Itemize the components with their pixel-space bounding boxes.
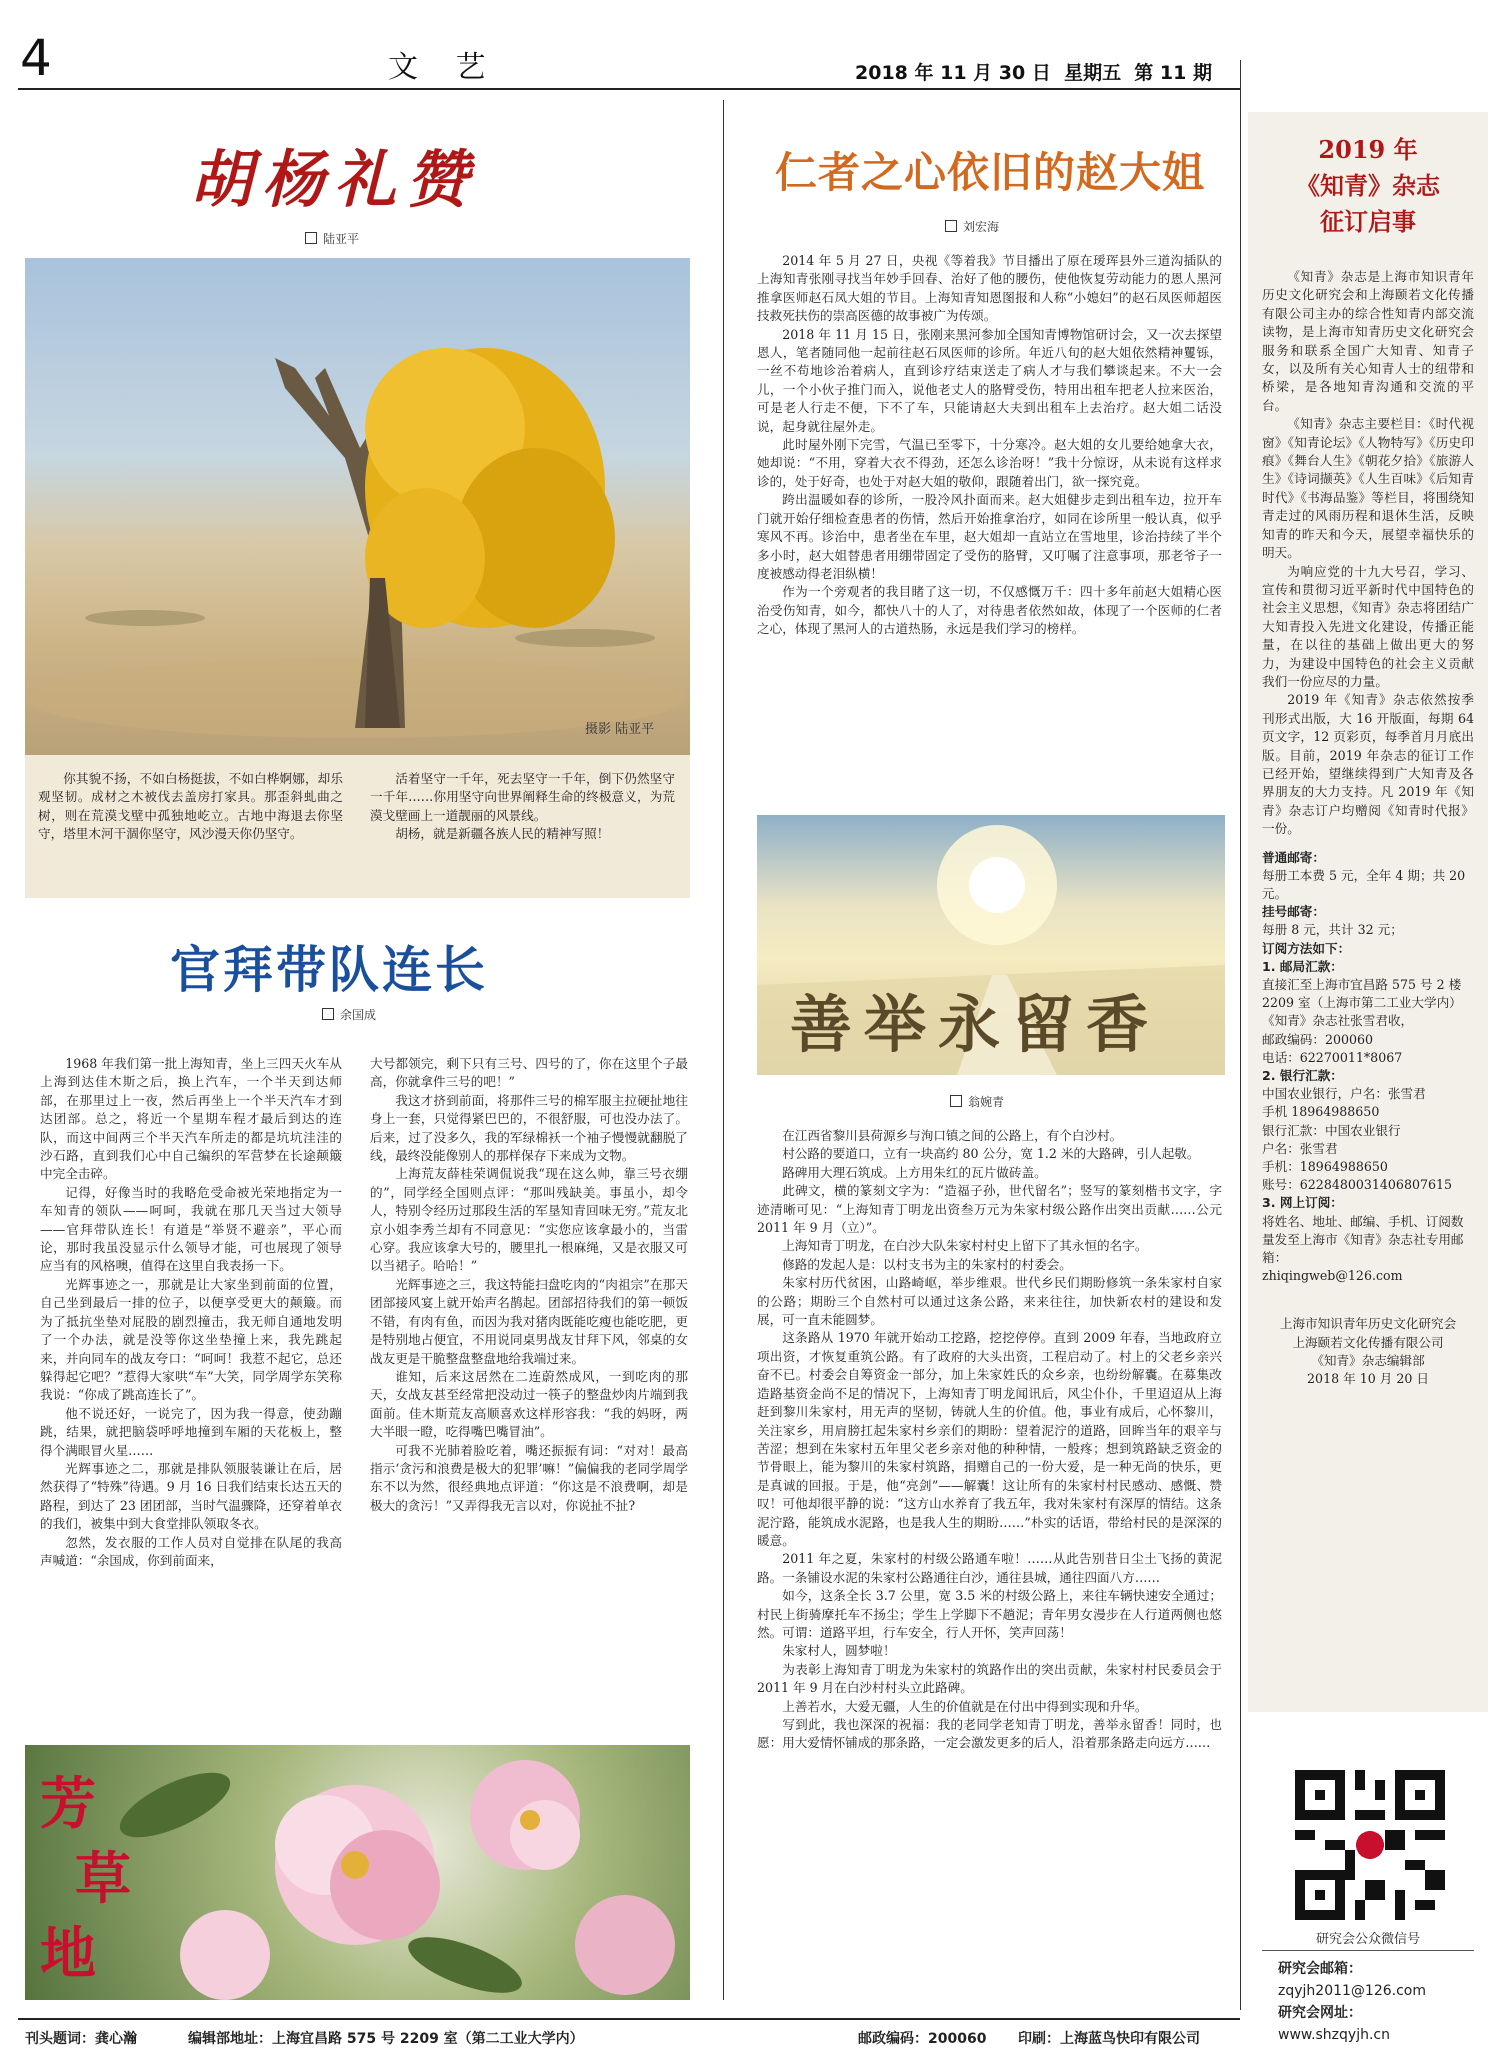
huyang-p1: 你其貌不扬，不如白杨挺拔，不如白桦婀娜，却乐观坚韧。成材之木被伐去盖房打家具。那歪斜虬曲之树，则在荒漠戈壁中孤独地屹立。古地中海退去你坚守，塔里木河干涸你坚守，风沙漫天你仍坚守。	[38, 771, 343, 842]
guanbai-p3: 光辉事迹之一，那就是让大家坐到前面的位置，自己坐到最后一排的位子，以便享受更大的颠簸。而为了抵抗坐垫对屁股的剧烈撞击，我无师自通地发明了一个办法，就是没等你这坐垫撞上来，我先跳起来，并向同车的战友夸口：“呵呵！我惹不起它，总还躲得起它吧？”惹得大家哄“车”大笑，同学周学东笑称我说：“你成了跳高连长了”。	[40, 1276, 342, 1403]
method-2-line5: 手机：18964988650	[1262, 1159, 1388, 1175]
zhao-p3: 此时屋外刚下完雪，气温已至零下，十分寒冷。赵大姐的女儿要给她拿大衣，她却说：“不用，穿着大衣不得劲，还怎么诊治呀！”我十分惊讶，从未说有这样求诊的，处于好奇，也处于对赵大姐的敬仰，跟随着出门，欲一探究竟。	[757, 437, 1222, 489]
method-label: 订阅方法如下：	[1262, 940, 1351, 956]
method-3-label: 3. 网上订阅：	[1262, 1195, 1343, 1211]
guanbai-p11: 谁知，后来这居然在二连蔚然成风，一到吃肉的那天，女战友甚至经常把没动过一筷子的整盘炒肉片端到我面前。佳木斯荒友高顺喜欢这样形容我：“我的妈呀，两大半眼一瞪，吃得嘴巴嘴冒油”。	[370, 1368, 688, 1440]
guanbai-p9: 上海荒友薛桂荣调侃说我“现在这么帅，靠三号衣绷的”，同学经全国则点评：“那叫残缺美。事虽小，却令人，特别令经历过那段生活的军垦知青回味无穷。”荒友北京小姐李秀兰却有不同意见：“实您应该拿最小的，当雷心穿。我应该拿大号的，腰里扎一根麻绳，又是衣服又可以当裙子。哈哈！”	[370, 1166, 688, 1274]
guanbai-p8: 我这才挤到前面，将那件三号的棉军服主拉硬扯地往身上一套，只觉得紧巴巴的，不很舒服，可也没办法了。后来，过了没多久，我的军绿棉袄一个袖子慢慢就翻脱了线，最终没能像别人的那样保存下来成为文物。	[370, 1092, 688, 1164]
guanbai-author: 余国成	[340, 1008, 377, 1022]
method-1-phone: 电话：62270011*8067	[1262, 1049, 1403, 1065]
method-2-label: 2. 银行汇款：	[1262, 1068, 1343, 1084]
sidebar-rule	[1262, 1950, 1474, 1951]
shanju-p4: 此碑文，横的篆刻文字为：“造福子孙，世代留名”；竖写的篆刻楷书文字，字迹清晰可见：“上海知青丁明龙出资叁万元为朱家村级公路作出突出贡献……公元 2011 年 9 月（立）”。	[757, 1183, 1222, 1236]
huyang-author: 陆亚平	[323, 232, 360, 246]
huyang-byline	[305, 230, 359, 247]
footer-rule	[18, 2018, 1240, 2020]
zhao-p2: 2018 年 11 月 15 日，张刚来黑河参加全国知青博物馆研讨会，又一次去探望恩人，笔者随同他一起前往赵石凤医师的诊所。年近八旬的赵大姐依然精神矍铄，一丝不苟地诊治着病人，直到诊疗结束送走了病人才与我们攀谈起来。不大一会儿，一个小伙子推门而入，说他老丈人的胳臂受伤，特用出租车把老人拉来医治，可是老人行走不便，下不了车，只能请赵大夫到出租车上去治疗。赵大姐二话没说，起身就往屋外走。	[757, 326, 1222, 434]
ordinary-mail-label: 普通邮寄：	[1262, 849, 1325, 865]
guanbai-p4: 他不说还好，一说完了，因为我一得意，使劲蹦跳，结果，就把脑袋呼呼地撞到车厢的天花板上，整得个满眼冒火星……	[40, 1405, 342, 1458]
registered-mail-label: 挂号邮寄：	[1262, 904, 1325, 920]
shanju-p11: 朱家村人，圆梦啦！	[782, 1643, 896, 1659]
header-rule	[18, 88, 1240, 90]
page-number: 4	[20, 29, 52, 87]
method-2-line3: 银行汇款：中国农业银行	[1262, 1122, 1401, 1138]
shanju-p13: 上善若水，大爱无疆，人生的价值就是在付出中得到实现和升华。	[782, 1698, 1148, 1714]
method-2-line1: 中国农业银行，户名：张雪君	[1262, 1086, 1426, 1102]
guanbai-title: 官拜带队连长	[170, 941, 488, 999]
fangcaodi-char-3: 地	[40, 1921, 96, 1987]
org-date: 2018 年 10 月 20 日	[1307, 1371, 1429, 1387]
sidebar-title-2: 《知青》杂志	[1296, 171, 1440, 200]
guanbai-p12: 可我不光肺着脸吃着，嘴还振振有词：“对对！最高指示‘贪污和浪费是极大的犯罪’嘛！”偏偏我的老同学周学东不以为然，很经典地点评道：“你这是不浪费啊，却是极大的贪污！”又弄得我无言以对，你说扯不扯?	[370, 1442, 688, 1513]
desert-tree-illustration	[25, 258, 690, 755]
date-issue: 2018 年 11 月 30 日 星期五 第 11 期	[855, 62, 1212, 84]
org-line-2: 上海颐若文化传播有限公司	[1292, 1334, 1444, 1350]
site-value[interactable]: www.shzqyjh.cn	[1278, 2027, 1390, 2043]
huyang-col2	[370, 770, 675, 844]
huyang-title: 胡杨礼赞	[190, 143, 479, 216]
sidebar-p1: 《知青》杂志是上海市知识青年历史文化研究会和上海颐若文化传播有限公司主办的综合性知青内部交流读物，是上海市知青历史文化研究会服务和联系全国广大知青、知青子女，以及所有关心知青人士的纽带和桥梁，是各地知青沟通和交流的平台。	[1262, 269, 1474, 413]
footer-calligraphy: 刊头题词：龚心瀚	[25, 2031, 137, 2047]
method-1-zip: 邮政编码：200060	[1262, 1031, 1374, 1047]
shanju-p12: 为表彰上海知青丁明龙为朱家村的筑路作出的突出贡献，朱家村村民委员会于 2011 年 9 月在白沙村村头立此路碑。	[757, 1661, 1222, 1696]
sidebar-p3: 为响应党的十九大号召，学习、宣传和贯彻习近平新时代中国特色的社会主义思想，《知青》杂志将团结广大知青投入先进文化建设，传播正能量，在以往的基础上做出更大的努力，为建设中国特色的社会主义贡献我们一份应尽的力量。	[1262, 563, 1474, 689]
guanbai-p10: 光辉事迹之三，我这特能扫盘吃肉的“肉祖宗”在那天团部接风宴上就开始声名鹊起。团部招待我们的第一顿饭不错，有肉有鱼，而因为我对猪肉既能吃瘦也能吃肥，更是特别地占便宜，不用说同桌男战友甘拜下风，邻桌的女战友更是干脆整盘整盘地给我端过来。	[370, 1276, 688, 1366]
shanju-p7: 朱家村历代贫困，山路崎岖，举步维艰。世代乡民们期盼修筑一条朱家村自家的公路；期盼三个自然村可以通过这条公路，来来往往，加快新农村的建设和发展，可一直未能圆梦。	[757, 1275, 1222, 1328]
guanbai-p1: 1968 年我们第一批上海知青，坐上三四天火车从上海到达佳木斯之后，换上汽车，一个半天到达师部，在那里过上一夜，然后再坐上一个半天汽车才到达团部。总之，将近一个星期车程才最后到达的连队，而这中间两三个半天汽车所走的都是坑坑洼洼的沙石路，直到我们心中自己编织的军营梦在长途颠簸中完全击碎。	[40, 1056, 342, 1182]
org-line-3: 《知青》杂志编辑部	[1311, 1352, 1425, 1368]
sidebar-p4: 2019 年《知青》杂志依然按季刊形式出版，大 16 开版面，每期 64 页文字，12 页彩页，每季首月月底出版。目前，2019 年杂志的征订工作已经开始，望继续得到广大知青及各界朋友的大力支持。凡 2019 年《知青》杂志订户均赠阅《知青时代报》一份。	[1262, 692, 1474, 837]
shanju-p1: 在江西省黎川县荷源乡与洵口镇之间的公路上，有个白沙村。	[782, 1128, 1123, 1143]
method-2-line4: 户名：张雪君	[1262, 1140, 1338, 1156]
qr-caption: 研究会公众微信号	[1315, 1932, 1420, 1947]
shanju-byline	[950, 1093, 1004, 1110]
contact-block	[1278, 1958, 1426, 2046]
footer-zip: 邮政编码：200060	[858, 2031, 987, 2047]
separator-right	[1240, 60, 1241, 2010]
registered-mail-text: 每册 8 元，共计 32 元；	[1262, 922, 1403, 938]
guanbai-col1	[40, 1055, 342, 1570]
org-line-1: 上海市知识青年历史文化研究会	[1279, 1316, 1457, 1332]
zhao-author: 刘宏海	[963, 220, 1000, 234]
shanju-p3: 路碑用大理石筑成。上方用朱红的瓦片做砖盖。	[782, 1164, 1047, 1180]
separator-mid	[723, 100, 724, 2000]
section-name: 文 艺	[388, 50, 500, 85]
email-value[interactable]: zqyjh2011@126.com	[1278, 1983, 1426, 1999]
fangcaodi-char-2: 草	[75, 1846, 131, 1912]
huyang-p2: 活着坚守一千年，死去坚守一千年，倒下仍然坚守一千年……你用坚守向世界阐释生命的终极意义，为荒漠戈壁画上一道靓丽的风景线。	[370, 771, 675, 823]
qr-code[interactable]	[1295, 1770, 1445, 1920]
sidebar-title-3: 征订启事	[1320, 207, 1416, 236]
email-label: 研究会邮箱：	[1278, 1961, 1362, 1977]
footer-address: 编辑部地址：上海宜昌路 575 号 2209 室（第二工业大学内）	[188, 2031, 584, 2047]
zhao-p1: 2014 年 5 月 27 日，央视《等着我》节目播出了原在瑷珲县外三道沟插队的上海知青张刚寻找当年妙手回春、治好了他的腰伤，使他恢复劳动能力的恩人黑河推拿医师赵石凤大姐的节目。上海知青知恩图报和人称“小媳妇”的赵石凤医师超医技救死扶伤的崇高医德的故事被广为传颂。	[757, 253, 1222, 324]
shanju-p9: 2011 年之夏，朱家村的村级公路通车啦！……从此告别昔日尘土飞扬的黄泥路。一条铺设水泥的朱家村公路通往白沙，通往县城，通往四面八方……	[757, 1551, 1222, 1585]
shanju-p5: 上海知青丁明龙，在白沙大队朱家村村史上留下了其永恒的名字。	[782, 1238, 1148, 1254]
guanbai-col2	[370, 1055, 688, 1515]
sidebar-title-1: 2019 年	[1318, 135, 1418, 164]
shanju-p14: 写到此，我也深深的祝福：我的老同学老知青丁明龙，善举永留香！同时，也愿：用大爱情怀铺成的那条路，一定会激发更多的后人，沿着那条路走向远方……	[757, 1717, 1222, 1751]
method-1-label: 1. 邮局汇款：	[1262, 958, 1343, 974]
sidebar-body	[1262, 268, 1474, 1388]
zhao-byline	[945, 218, 999, 235]
shanju-author: 翁婉青	[968, 1095, 1005, 1109]
zhao-body	[757, 252, 1222, 639]
method-3-email[interactable]: zhiqingweb@126.com	[1262, 1268, 1403, 1284]
guanbai-p2: 记得，好像当时的我略危受命被光荣地指定为一车知青的领队——呵呵，我就在那几天当过大领导——官拜带队连长！有道是“举贤不避亲”，平心而论，那时我虽没显示什么领导才能，可也展现了领导应当有的风格噢，值得在这里自我表扬一下。	[40, 1184, 342, 1274]
huyang-p3: 胡杨，就是新疆各族人民的精神写照！	[395, 826, 610, 842]
guanbai-p6: 忽然，发衣服的工作人员对自觉排在队尾的我高声喊道：“余国成，你到前面来，	[40, 1534, 342, 1568]
shanju-p2: 村公路的要道口，立有一块高约 80 公分，宽 1.2 米的大路碑，引人起敬。	[782, 1146, 1200, 1162]
method-3-text: 将姓名、地址、邮编、手机、订阅数量发至上海市《知青》杂志社专用邮箱：	[1262, 1213, 1464, 1266]
photo-credit: 摄影 陆亚平	[585, 722, 655, 737]
sidebar-p2: 《知青》杂志主要栏目：《时代视窗》《知青论坛》《人物特写》《历史印痕》《舞台人生》《朝花夕拾》《旅游人生》《诗词撷英》《人生百味》《后知青时代》《书海品鉴》等栏目，将围绕知青走过的风雨历程和退休生活，反映知青的昨天和今天，展望幸福快乐的明天。	[1262, 416, 1474, 561]
guanbai-p7: 大号都领完，剩下只有三号、四号的了，你在这里个子最高，你就拿件三号的吧！”	[370, 1056, 688, 1090]
zhao-title: 仁者之心依旧的赵大姐	[775, 148, 1206, 197]
shanju-p8: 这条路从 1970 年就开始动工挖路，挖挖停停。直到 2009 年春，当地政府立项出资，才恢复重筑公路。有了政府的大头出资，工程启动了。村上的父老乡亲兴奋不已。村委会自筹资金一部分，加上朱家姓氏的众乡亲，也纷纷解囊。在募集改造路基资金尚不足的情况下，上海知青丁明龙闻讯后，风尘仆仆，千里迢迢从上海赶到黎川朱家村，用无声的坚韧，铸就人生的价值。他，事业有成后，心怀黎川，关注家乡，用肩膀扛起朱家村乡亲们的期盼：望着泥泞的道路，回眸当年的艰辛与苦涩；想到在朱家村五年里父老乡亲对他的种种情，一般疼；想到筑路缺乏资金的节骨眼上，能为黎川的朱家村筑路，捐赠自己的一份大爱，是一种无尚的快乐，更是真诚的回报。于是，他“亮剑”——解囊！这让所有的朱家村村民感动、感慨、赞叹！可他却很平静的说：“这方山水养育了我五年，我对朱家村有深厚的情结。这条泥泞路，能筑成水泥路，也是我人生的期盼……”朴实的话语，带给村民的是深深的暖意。	[757, 1330, 1222, 1548]
method-1-text: 直接汇至上海市宜昌路 575 号 2 楼 2209 室（上海市第二工业大学内）《知青》杂志社张雪君收，	[1262, 977, 1462, 1029]
huyang-photo	[25, 258, 690, 755]
method-2-line6: 账号：6228480031406807615	[1262, 1177, 1453, 1193]
shanju-p10: 如今，这条全长 3.7 公里，宽 3.5 米的村级公路上，来往车辆快速安全通过；村民上街骑摩托车不扬尘；学生上学脚下不趟泥；青年男女漫步在人行道两侧也悠然。可谓：道路平坦，行车安全，行人开怀，笑声回荡！	[757, 1588, 1222, 1640]
footer-printer: 印刷：上海蓝鸟快印有限公司	[1018, 2031, 1200, 2047]
fangcaodi-char-1: 芳	[40, 1771, 96, 1837]
shanju-body	[757, 1127, 1222, 1753]
qr-code-icon	[1295, 1770, 1445, 1920]
method-2-line2: 手机 18964988650	[1262, 1104, 1380, 1120]
guanbai-byline	[322, 1006, 376, 1023]
guanbai-p5: 光辉事迹之二，那就是排队领服装谦让在后，居然获得了“特殊”待遇。9 月 16 日我们结束长达五天的路程，到达了 23 团团部，当时气温骤降，还穿着单衣的我们，被集中到大食堂排队领取冬衣。	[40, 1460, 342, 1532]
shanju-title: 善举永留香	[790, 988, 1161, 1061]
shanju-p6: 修路的发起人是：以村支书为主的朱家村的村委会。	[782, 1256, 1072, 1272]
site-label: 研究会网址：	[1278, 2005, 1362, 2021]
zhao-p5: 作为一个旁观者的我目睹了这一切，不仅感慨万千：四十多年前赵大姐精心医治受伤知青，如今，都快八十的人了，对待患者依然如故，体现了一个医师的仁者之心，体现了黑河人的古道热肠，永远是我们学习的榜样。	[757, 584, 1222, 637]
zhao-p4: 跨出温暖如春的诊所，一股冷风扑面而来。赵大姐健步走到出租车边，拉开车门就开始仔细检查患者的伤情，然后开始推拿治疗，如同在诊所里一般认真，似乎寒风不再。诊治中，患者坐在车里，赵大姐却一直站立在雪地里，诊治持续了半个多小时，赵大姐替患者用绷带固定了受伤的胳臂，又叮嘱了注意事项，那老爷子一度被感动得老泪纵横！	[757, 492, 1222, 581]
huyang-col1	[38, 770, 343, 844]
ordinary-mail-text: 每册工本费 5 元，全年 4 期；共 20 元。	[1262, 867, 1466, 901]
